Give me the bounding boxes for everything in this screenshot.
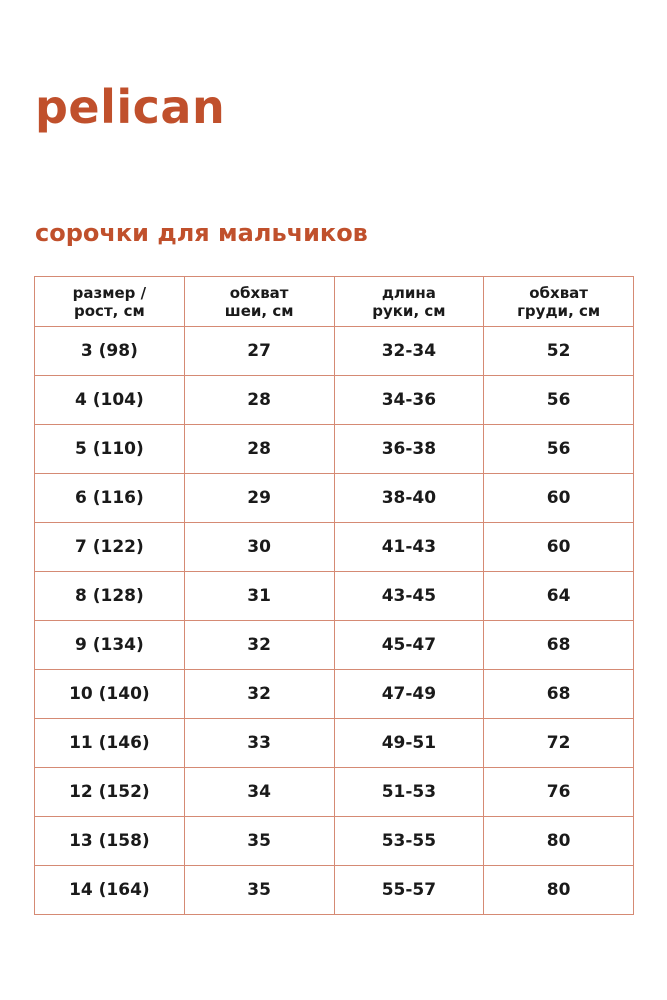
- cell-size-height: 11 (146): [35, 719, 185, 768]
- header-line: обхват: [229, 283, 289, 302]
- header-line: руки, см: [372, 301, 446, 320]
- cell-neck-girth: 32: [184, 670, 334, 719]
- cell-neck-girth: 34: [184, 768, 334, 817]
- cell-sleeve-length: 47-49: [334, 670, 484, 719]
- cell-chest-girth: 56: [484, 376, 634, 425]
- header-line: размер /: [72, 283, 147, 302]
- table-row: [35, 572, 634, 621]
- page-title: сорочки для мальчиков: [35, 219, 368, 247]
- cell-neck-girth: 28: [184, 376, 334, 425]
- header-line: обхват: [529, 283, 588, 302]
- cell-chest-girth: 68: [484, 621, 634, 670]
- cell-chest-girth: 60: [484, 474, 634, 523]
- cell-chest-girth: 72: [484, 719, 634, 768]
- cell-neck-girth: 30: [184, 523, 334, 572]
- cell-size-height: 14 (164): [35, 866, 185, 915]
- cell-sleeve-length: 43-45: [334, 572, 484, 621]
- table-row: [35, 523, 634, 572]
- size-table: [34, 276, 634, 915]
- cell-sleeve-length: 34-36: [334, 376, 484, 425]
- table-header-row: [35, 277, 634, 327]
- cell-sleeve-length: 38-40: [334, 474, 484, 523]
- cell-chest-girth: 80: [484, 866, 634, 915]
- table-row: [35, 768, 634, 817]
- cell-size-height: 12 (152): [35, 768, 185, 817]
- cell-size-height: 13 (158): [35, 817, 185, 866]
- cell-neck-girth: 28: [184, 425, 334, 474]
- cell-chest-girth: 76: [484, 768, 634, 817]
- cell-chest-girth: 64: [484, 572, 634, 621]
- cell-size-height: 3 (98): [35, 327, 185, 376]
- cell-sleeve-length: 55-57: [334, 866, 484, 915]
- header-line: рост, см: [74, 301, 145, 320]
- cell-size-height: 7 (122): [35, 523, 185, 572]
- header-chest-girth: [484, 277, 634, 327]
- cell-chest-girth: 52: [484, 327, 634, 376]
- table-row: [35, 621, 634, 670]
- cell-chest-girth: 68: [484, 670, 634, 719]
- brand-logo: pelican: [35, 80, 226, 134]
- cell-sleeve-length: 36-38: [334, 425, 484, 474]
- cell-size-height: 4 (104): [35, 376, 185, 425]
- table-row: [35, 719, 634, 768]
- cell-size-height: 9 (134): [35, 621, 185, 670]
- cell-sleeve-length: 45-47: [334, 621, 484, 670]
- table-row: [35, 376, 634, 425]
- cell-sleeve-length: 51-53: [334, 768, 484, 817]
- cell-neck-girth: 32: [184, 621, 334, 670]
- table-row: [35, 670, 634, 719]
- table-row: [35, 817, 634, 866]
- cell-sleeve-length: 41-43: [334, 523, 484, 572]
- header-neck-girth: [184, 277, 334, 327]
- cell-chest-girth: 56: [484, 425, 634, 474]
- cell-neck-girth: 29: [184, 474, 334, 523]
- cell-sleeve-length: 32-34: [334, 327, 484, 376]
- cell-chest-girth: 60: [484, 523, 634, 572]
- table-row: [35, 474, 634, 523]
- header-line: шеи, см: [224, 301, 294, 320]
- cell-size-height: 5 (110): [35, 425, 185, 474]
- cell-neck-girth: 35: [184, 817, 334, 866]
- header-line: длина: [381, 283, 436, 302]
- table-body: [35, 327, 634, 915]
- header-sleeve-length: [334, 277, 484, 327]
- cell-neck-girth: 31: [184, 572, 334, 621]
- header-line: груди, см: [517, 301, 601, 320]
- cell-size-height: 10 (140): [35, 670, 185, 719]
- cell-neck-girth: 35: [184, 866, 334, 915]
- cell-chest-girth: 80: [484, 817, 634, 866]
- cell-size-height: 8 (128): [35, 572, 185, 621]
- table-row: [35, 327, 634, 376]
- table-row: [35, 866, 634, 915]
- cell-sleeve-length: 49-51: [334, 719, 484, 768]
- table-row: [35, 425, 634, 474]
- cell-neck-girth: 27: [184, 327, 334, 376]
- cell-size-height: 6 (116): [35, 474, 185, 523]
- header-size-height: [35, 277, 185, 327]
- cell-neck-girth: 33: [184, 719, 334, 768]
- cell-sleeve-length: 53-55: [334, 817, 484, 866]
